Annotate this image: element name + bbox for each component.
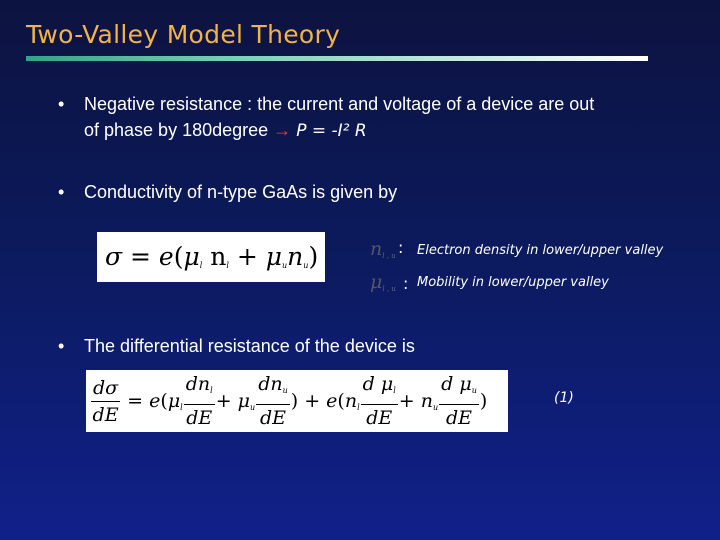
conductivity-equation: $\sigma = e(\mu_l$ $n_l + \mu_un_u$) xyxy=(97,232,325,282)
legend-n-symbol: $n_{l , u}$ xyxy=(370,238,396,260)
power-formula: P = -I² R xyxy=(296,121,367,141)
red-arrow-icon: → xyxy=(273,120,292,140)
legend-mu-colon: : xyxy=(403,274,409,293)
equation-number: (1) xyxy=(554,390,574,406)
bullet-marker-3: • xyxy=(58,336,65,356)
bullet1-line2-row xyxy=(84,118,367,144)
title-underline xyxy=(26,56,648,61)
legend-n-colon: : xyxy=(398,238,404,257)
bullet-marker-1: • xyxy=(58,94,65,114)
legend-mu-description: Mobility in lower/upper valley xyxy=(417,275,609,290)
legend-mu-symbol: $\mu_{l , u}$ xyxy=(370,271,396,293)
bullet2-text: Conductivity of n-type GaAs is given by xyxy=(84,182,398,202)
slide-title: Two-Valley Model Theory xyxy=(26,20,341,49)
bullet1-line1: Negative resistance : the current and voltage of a device are out xyxy=(84,94,595,114)
bullet3-text: The differential resistance of the device is xyxy=(84,336,415,356)
bullet-marker-2: • xyxy=(58,182,65,202)
differential-resistance-equation: $\frac{d\sigma}{dE}$ = $e(\mu_l$ $\frac{dn_l}{dE}$ + $\mu_u$ $\frac{dn_u}{dE}$ ) + $e(n_l$ $\frac{d \mu_l}{dE}$ + $n_u$ $\frac{d \mu_u}{dE}$ ) xyxy=(86,370,508,432)
legend-n-description: Electron density in lower/upper valley xyxy=(417,243,664,258)
bullet1-line2: of phase by 180degree xyxy=(84,120,269,140)
